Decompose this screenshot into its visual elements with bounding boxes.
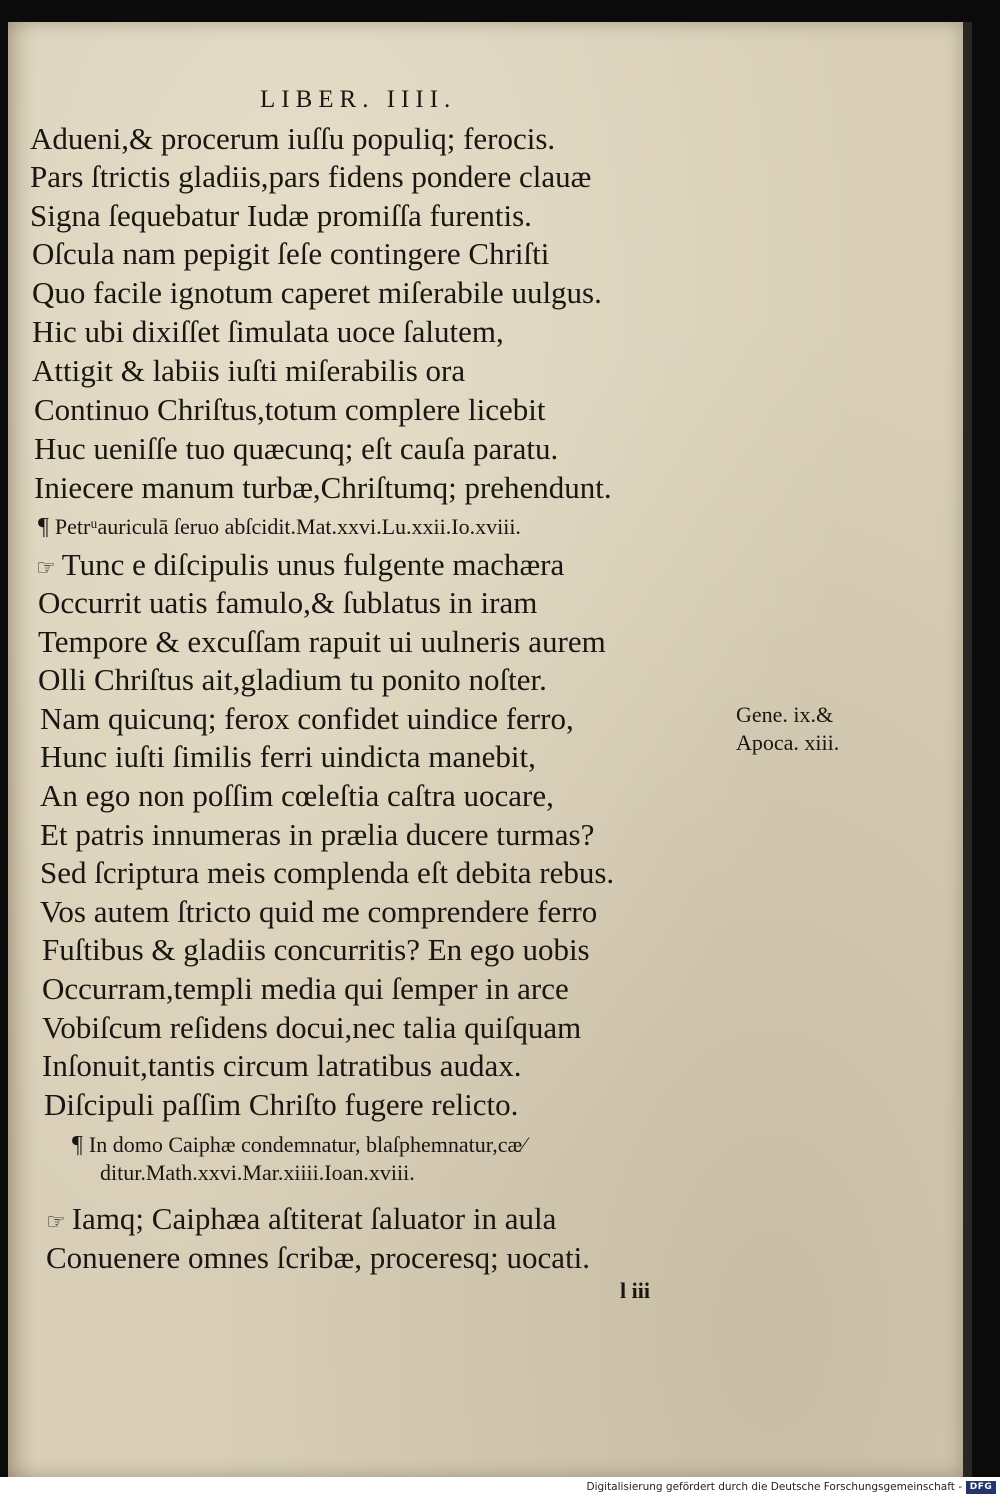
verse-line: Hunc iuſti ſimilis ferri uindicta manebit, xyxy=(40,739,536,774)
rubric-note xyxy=(72,1132,526,1159)
pointing-hand-icon: ☞ xyxy=(46,1209,66,1234)
verse-line: Attigit & labiis iuſti miſerabilis ora xyxy=(32,353,466,388)
footer-credit: Digitalisierung gefördert durch die Deutsche Forschungsgemeinschaft - xyxy=(586,1481,962,1493)
rubric-text: In domo Caiphæ condemnatur, blaſphemnatur,cæ⁄ xyxy=(88,1132,526,1157)
verse-line: Vos autem ſtricto quid me comprendere ferro xyxy=(40,894,598,929)
verse-line xyxy=(36,546,564,587)
verse-text: Iamq; Caiphæa aſtiterat ſaluator in aula xyxy=(71,1201,557,1236)
verse-line: Quo facile ignotum caperet miſerabile uulgus. xyxy=(32,275,602,310)
verse-line xyxy=(46,1200,556,1241)
rubric-text: Petrᵘauriculā ſeruo abſcidit.Mat.xxvi.Lu.xxii.Io.xviii. xyxy=(54,514,521,539)
verse-line: Huc ueniſſe tuo quæcunq; eſt cauſa paratu. xyxy=(34,431,559,466)
verse-line: Continuo Chriſtus,totum complere licebit xyxy=(34,392,546,427)
verse-line: Vobiſcum reſidens docui,nec talia quiſquam xyxy=(42,1010,582,1045)
verse-line: An ego non poſſim cœleſtia caſtra uocare, xyxy=(40,778,554,813)
verse-line: Nam quicunq; ferox confidet uindice ferro, xyxy=(40,701,574,736)
verse-line: Et patris innumeras in prælia ducere turmas? xyxy=(40,817,595,852)
margin-note: Apoca. xiii. xyxy=(736,730,840,755)
verse-line: Occurrit uatis famulo,& ſublatus in iram xyxy=(38,585,538,620)
margin-note: Gene. ix.& xyxy=(736,702,834,727)
rubric-note: ditur.Math.xxvi.Mar.xiiii.Ioan.xviii. xyxy=(100,1160,415,1185)
dfg-logo: DFG xyxy=(966,1481,996,1494)
verse-line: Hic ubi dixiſſet ſimulata uoce ſalutem, xyxy=(32,314,504,349)
pointing-hand-icon: ☞ xyxy=(36,555,56,580)
pilcrow-mark: ¶ xyxy=(72,1132,83,1158)
rubric-note xyxy=(38,514,521,541)
verse-line: Fuſtibus & gladiis concurritis? En ego uobis xyxy=(42,932,590,967)
verse-line: Diſcipuli paſſim Chriſto fugere relicto. xyxy=(44,1087,519,1122)
verse-line: Adueni,& procerum iuſſu populiq; ferocis. xyxy=(30,121,556,156)
verse-line: Oſcula nam pepigit ſeſe contingere Chriſti xyxy=(32,236,550,271)
verse-line: Signa ſequebatur Iudæ promiſſa furentis. xyxy=(30,198,532,233)
verse-line: Olli Chriſtus ait,gladium tu ponito noſter. xyxy=(38,662,547,697)
verse-line: Tempore & excuſſam rapuit ui uulneris aurem xyxy=(38,624,606,659)
page-edge xyxy=(963,22,972,1477)
running-title: LIBER. IIII. xyxy=(260,86,457,113)
verse-line: Pars ſtrictis gladiis,pars fidens pondere clauæ xyxy=(30,159,592,194)
verse-line: Iniecere manum turbæ,Chriſtumq; prehendunt. xyxy=(34,470,612,505)
verse-line: Occurram,templi media qui ſemper in arce xyxy=(42,971,569,1006)
verse-line: Sed ſcriptura meis complenda eſt debita rebus. xyxy=(40,855,615,890)
signature-mark: l iii xyxy=(620,1278,650,1303)
verse-line: Inſonuit,tantis circum latratibus audax. xyxy=(42,1048,522,1083)
verse-text: Tunc e diſcipulis unus fulgente machæra xyxy=(61,547,565,582)
book-page xyxy=(8,22,963,1477)
footer-bar xyxy=(0,1477,1000,1499)
verse-line: Conuenere omnes ſcribæ, proceresq; uocati. xyxy=(46,1240,591,1275)
pilcrow-mark: ¶ xyxy=(38,514,49,540)
